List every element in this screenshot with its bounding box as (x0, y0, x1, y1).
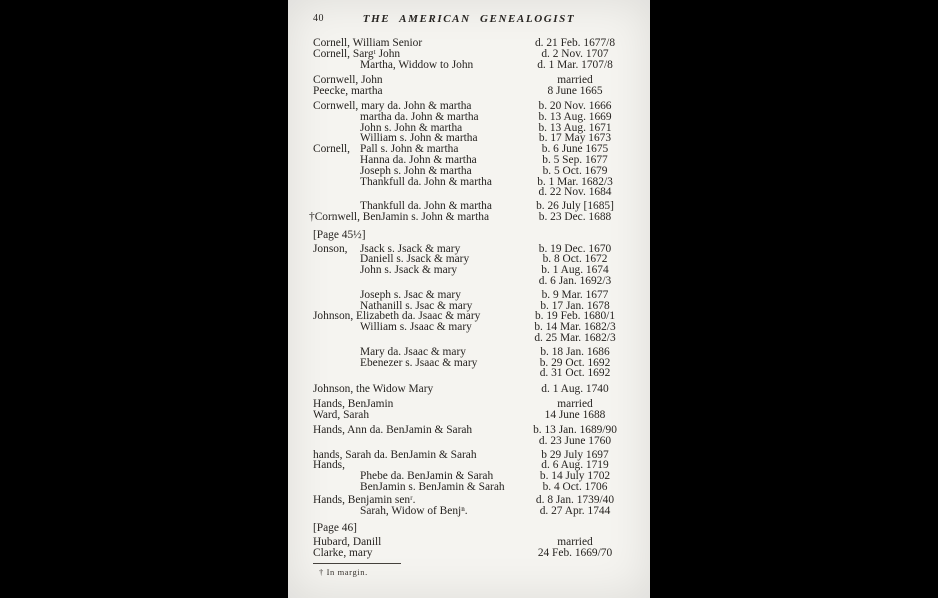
entry-given: Pall s. John & martha (360, 143, 459, 156)
entry-name: Thankfull da. John & martha (360, 175, 492, 188)
book-page-scan (288, 0, 650, 598)
entry-date: b. 13 Jan. 1689/90 (533, 424, 617, 436)
entry-date: d. 6 Jan. 1692/3 (538, 274, 612, 287)
entry-name: Daniell s. Jsack & mary (360, 253, 470, 266)
entry-date: d. 1 Aug. 1740 (541, 382, 609, 395)
entry-name: Ebenezer s. Jsaac & mary (360, 356, 478, 369)
entry-name: BenJamin s. BenJamin & Sarah (360, 480, 505, 493)
entry-name: Martha, Widdow to John (360, 58, 474, 71)
entry-date: d. 22 Nov. 1684 (538, 186, 612, 199)
entry-surname: Cornell, (313, 143, 351, 156)
entry-row (309, 210, 640, 223)
entry-name: martha da. John & martha (360, 110, 479, 123)
entry-row (313, 368, 640, 379)
entry-row (313, 333, 640, 344)
entry-name: Hands, (313, 459, 345, 472)
entry-name: Hands, Ann da. BenJamin & Sarah (313, 424, 473, 436)
entry-name: Clarke, mary (313, 546, 373, 559)
entry-date: 14 June 1688 (544, 408, 606, 421)
entry-name: hands, Sarah da. BenJamin & Sarah (313, 448, 477, 461)
entry-date: b. 19 Dec. 1670 (538, 242, 612, 255)
entry-row (313, 436, 640, 447)
entry-date: b. 1 Aug. 1674 (541, 264, 609, 277)
entry-name: Cornwell, mary da. John & martha (313, 99, 472, 112)
entry-name: William s. John & martha (360, 132, 478, 145)
entry-row (313, 112, 640, 123)
section-heading-row (313, 230, 640, 241)
entry-date: 24 Feb. 1669/70 (537, 546, 613, 559)
section-heading: [Page 45½] (313, 228, 366, 241)
entry-name: Hubard, Danill (313, 536, 382, 549)
entry-date: d. 23 June 1760 (538, 434, 612, 447)
entry-date: b. 14 July 1702 (539, 470, 611, 483)
entry-name: John s. John & martha (360, 121, 463, 134)
section-heading: [Page 46] (313, 522, 357, 535)
entry-row (313, 60, 640, 71)
entry-name: Cornwell, John (313, 73, 383, 86)
page-content (288, 0, 650, 577)
entry-row (313, 290, 640, 301)
section-heading-row (313, 523, 640, 534)
entry-date: married (557, 397, 593, 410)
entry-given: Jsack s. Jsack & mary (360, 242, 461, 255)
entry-date: b. 20 Nov. 1666 (538, 99, 612, 112)
entry-name: Johnson, Elizabeth da. Jsaac & mary (313, 310, 481, 323)
entry-row (313, 166, 640, 177)
entry-date: b. 14 Mar. 1682/3 (534, 321, 616, 334)
entry-row (313, 187, 640, 198)
entry-row (313, 548, 640, 559)
entry-name: Joseph s. John & martha (360, 164, 472, 177)
entry-row (313, 495, 640, 506)
entry-date: d. 2 Nov. 1707 (541, 47, 609, 60)
entry-row (313, 506, 640, 517)
entry-date: d. 31 Oct. 1692 (539, 367, 611, 380)
entry-name: Sarah, Widow of Benjⁿ. (360, 504, 468, 517)
entry-date: b. 13 Aug. 1671 (538, 121, 612, 134)
entry-date: b. 13 Aug. 1669 (538, 110, 612, 123)
entry-date: b. 18 Jan. 1686 (540, 345, 610, 358)
entry-row (313, 347, 640, 358)
entry-date: b. 17 Jan. 1678 (540, 299, 610, 312)
entry-row (313, 86, 640, 97)
entry-name: William s. Jsaac & mary (360, 321, 472, 334)
entry-date: d. 1 Mar. 1707/8 (537, 58, 613, 71)
footnote-text: † In margin. (319, 566, 368, 577)
entry-date: b. 29 Oct. 1692 (539, 356, 611, 369)
entry-name: Hands, Benjamin senʳ. (313, 493, 416, 506)
entry-name: †Cornwell, BenJamin s. John & martha (309, 210, 490, 223)
entry-name: Thankfull da. John & martha (360, 200, 492, 213)
footnote-rule (313, 563, 401, 564)
entry-date: d. 8 Jan. 1739/40 (535, 493, 615, 506)
entry-name: Hands, BenJamin (313, 397, 394, 410)
entry-date: d. 27 Apr. 1744 (539, 504, 611, 517)
entry-date: 8 June 1665 (547, 84, 603, 97)
entry-date: d. 25 Mar. 1682/3 (534, 331, 616, 344)
entry-date: b. 5 Oct. 1679 (542, 164, 608, 177)
entry-row (313, 482, 640, 493)
entry-name: John s. Jsack & mary (360, 264, 458, 277)
entry-row (313, 276, 640, 287)
entry-date: b. 1 Mar. 1682/3 (537, 175, 613, 188)
entry-row (313, 49, 640, 60)
entry-date: b. 9 Mar. 1677 (541, 288, 609, 301)
entry-name: Nathanill s. Jsac & mary (360, 299, 473, 312)
entry-name: Johnson, the Widow Mary (313, 382, 434, 395)
entry-date: b. 4 Oct. 1706 (542, 480, 608, 493)
entry-surname: Jonson, (313, 242, 348, 255)
entry-date: b. 19 Feb. 1680/1 (534, 310, 616, 323)
entry-date: b. 8 Oct. 1672 (542, 253, 608, 266)
entry-date: married (557, 73, 593, 86)
entry-name: Ward, Sarah (313, 408, 370, 421)
entry-name: Cornell, William Senior (313, 37, 423, 49)
entry-date: b. 6 June 1675 (541, 143, 609, 156)
entry-date: b. 5 Sep. 1677 (542, 153, 608, 166)
entry-date: d. 6 Aug. 1719 (541, 459, 609, 472)
entry-name: Phebe da. BenJamin & Sarah (360, 470, 494, 483)
entry-row (313, 410, 640, 421)
entry-row (313, 384, 640, 395)
entry-name: Joseph s. Jsac & mary (360, 288, 461, 301)
entry-name: Mary da. Jsaac & mary (360, 345, 466, 358)
entry-date: b. 23 Dec. 1688 (538, 210, 612, 223)
page-number: 40 (313, 13, 324, 24)
book-title: THE AMERICAN GENEALOGIST (362, 13, 576, 25)
entry-name: Cornell, Sargᵗ John (313, 47, 401, 60)
entry-name: Hanna da. John & martha (360, 153, 477, 166)
entry-date: married (557, 536, 593, 549)
entry-date: b 29 July 1697 (541, 448, 609, 461)
footnote (313, 563, 640, 577)
page-header (313, 13, 640, 25)
entry-name: Peecke, martha (313, 84, 383, 97)
entry-date: b. 17 May 1673 (538, 132, 612, 145)
genealogy-entries (309, 37, 640, 559)
entry-date: d. 21 Feb. 1677/8 (534, 37, 616, 49)
entry-date: b. 26 July [1685] (536, 200, 614, 213)
